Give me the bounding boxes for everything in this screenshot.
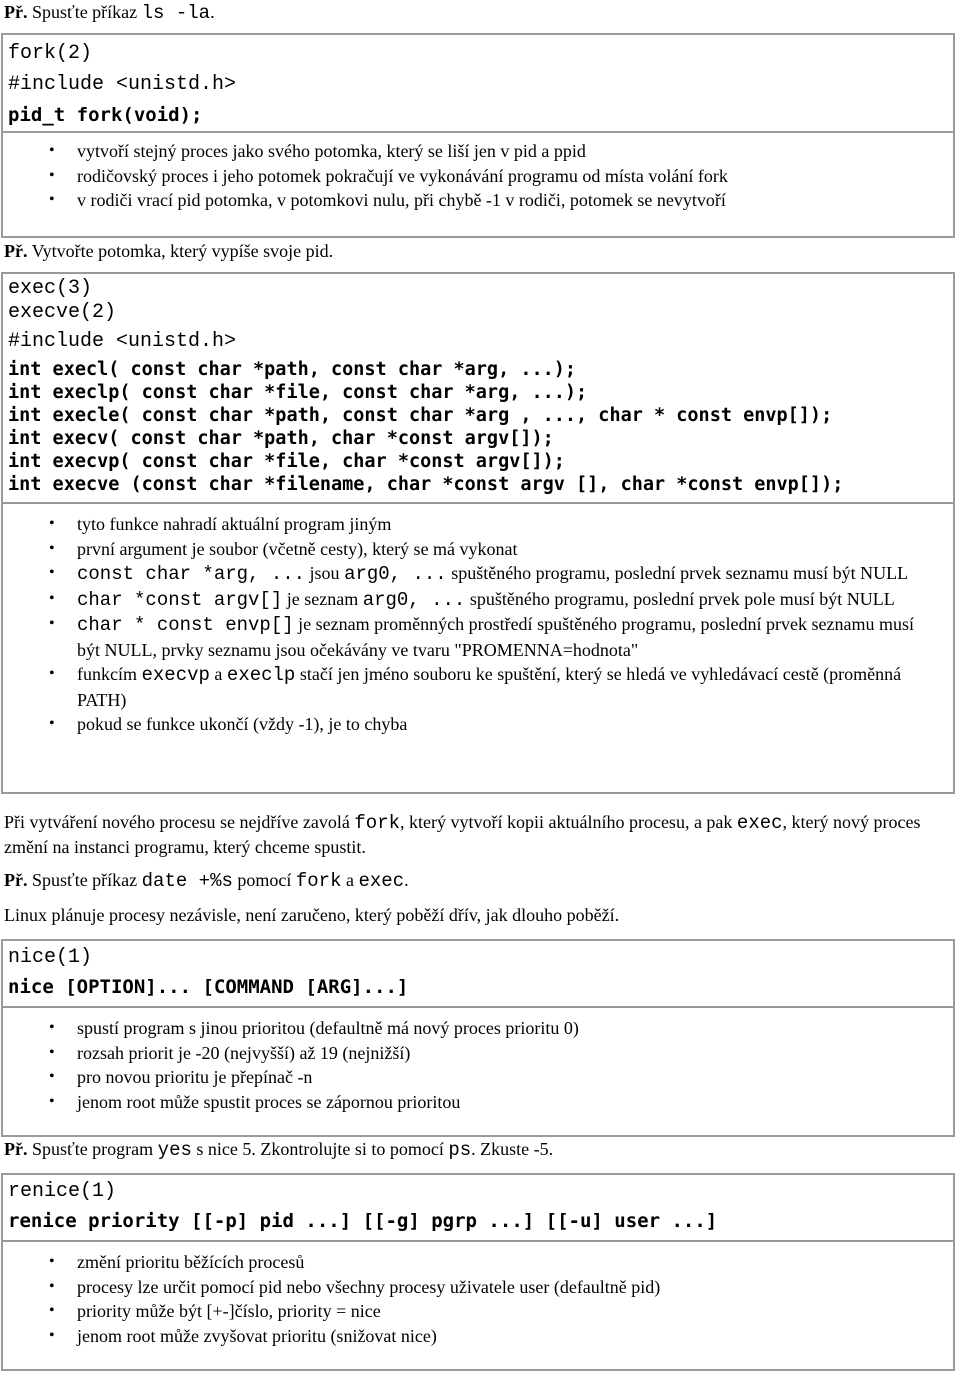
list-item	[3, 139, 953, 164]
inline-code: const char *arg, ...	[77, 563, 306, 585]
text: Spusťte program	[27, 1139, 158, 1159]
nice-signature: nice [OPTION]... [COMMAND [ARG]...]	[8, 976, 409, 998]
list-item	[3, 164, 953, 189]
list-item	[3, 537, 953, 562]
bullet-icon: •	[49, 142, 55, 159]
inline-code: execlp	[226, 664, 296, 686]
text: Vytvořte potomka, který vypíše svoje pid.	[27, 241, 334, 261]
bullet-icon: •	[49, 1253, 55, 1270]
bullet-icon: •	[49, 166, 55, 184]
bullet-icon: •	[49, 1277, 55, 1295]
renice-signature: renice priority [[-p] pid ...] [[-g] pgrp ...] [[-u] user ...]	[8, 1210, 718, 1232]
list-item	[3, 1324, 953, 1349]
renice-bullets	[3, 1242, 953, 1348]
renice-box	[1, 1173, 955, 1371]
list-item	[3, 1065, 953, 1090]
signature-execlp: int execlp( const char *file, const char *arg, ...);	[8, 382, 588, 403]
bullet-icon: •	[49, 715, 55, 732]
nice-box	[1, 939, 955, 1137]
list-item	[3, 1275, 953, 1300]
signature-execvp: int execvp( const char *file, char *const argv[]);	[8, 451, 565, 472]
inline-code: date +%s	[141, 870, 233, 892]
exec-box	[1, 272, 955, 794]
list-item	[3, 1299, 953, 1324]
bullet-icon: •	[49, 1043, 55, 1061]
bullet-icon: •	[49, 1019, 55, 1036]
list-item	[3, 1041, 953, 1066]
inline-code: fork	[354, 812, 400, 834]
inline-code: arg0, ...	[362, 588, 466, 611]
inline-code: char * const envp[]	[77, 614, 294, 636]
text: .	[210, 2, 215, 22]
bullet-icon: •	[49, 1326, 55, 1344]
list-item	[3, 712, 953, 737]
inline-code: char *const argv[]	[77, 588, 283, 611]
item-text: pokud se funkce ukončí (vždy -1), je to chyba	[77, 714, 408, 734]
inline-code: exec	[736, 812, 783, 834]
item-text: je seznam	[282, 588, 363, 609]
item-text: změní prioritu běžících procesů	[77, 1252, 305, 1272]
item-text: jsou	[305, 563, 345, 583]
fork-signature: pid_t fork(void);	[8, 104, 203, 126]
bullet-icon: •	[49, 665, 55, 682]
list-item	[3, 561, 953, 587]
inline-code: exec	[358, 870, 405, 892]
list-item	[3, 1016, 953, 1041]
list-item	[3, 188, 953, 213]
list-item	[3, 612, 953, 662]
inline-code: ls -la	[141, 2, 211, 24]
fork-box	[1, 33, 955, 238]
exec-bullets	[3, 504, 953, 737]
text: pomocí	[232, 870, 296, 890]
item-text: spuštěného programu, poslední prvek pole musí být NULL	[465, 588, 895, 609]
example-ls	[4, 0, 954, 25]
fork-bullets	[3, 133, 953, 213]
item-text: priority může být [+-]číslo, priority = nice	[77, 1301, 381, 1321]
man-ref: renice(1)	[8, 1180, 117, 1203]
text: , který nový proces změní na instanci programu, který chceme spustit.	[4, 812, 921, 857]
include-line: #include <unistd.h>	[8, 73, 237, 96]
bullet-icon: •	[49, 515, 55, 532]
list-item	[3, 512, 953, 537]
signature-execl: int execl( const char *path, const char *arg, ...);	[8, 359, 577, 380]
bullet-icon: •	[49, 1092, 55, 1110]
text: Při vytváření nového procesu se nejdříve zavolá	[4, 812, 355, 832]
item-text: stačí jen jméno souboru ke spuštění, který se hledá ve vyhledávací cestě (proměnná PATH)	[77, 664, 902, 710]
list-item	[3, 587, 953, 613]
text: Linux plánuje procesy nezávisle, není zaručeno, který poběží dřív, jak dlouho poběží.	[4, 905, 620, 925]
inline-code: execvp	[141, 664, 210, 686]
item-text: procesy lze určit pomocí pid nebo všechny procesy uživatele user (defaultně pid)	[77, 1276, 661, 1297]
bullet-icon: •	[49, 1302, 55, 1319]
signature-execle: int execle( const char *path, const char *arg , ..., char * const envp[]);	[8, 405, 833, 426]
example-prefix: Př.	[4, 2, 28, 22]
item-text: tyto funkce nahradí aktuální program jiným	[77, 514, 392, 534]
item-text: spuštěného programu, poslední prvek seznamu musí být NULL	[446, 563, 909, 583]
list-item	[3, 662, 953, 712]
man-ref: fork(2)	[8, 42, 93, 65]
item-text: je seznam proměnných prostředí spuštěného programu, poslední prvek seznamu musí být NULL, prvky seznamu jsou očekávány ve tvaru "PROMENNA=hodnota"	[77, 614, 914, 660]
list-item	[3, 1090, 953, 1115]
bullet-icon: •	[49, 564, 55, 581]
signature-execve: int execve (const char *filename, char *const argv [], char *const envp[]);	[8, 474, 844, 495]
text: Spusťte příkaz	[27, 2, 142, 22]
text: a	[341, 870, 359, 890]
item-text: rozsah priorit je -20 (nejvyšší) až 19 (nejnižší)	[77, 1042, 411, 1063]
text: . Zkuste -5.	[471, 1139, 554, 1159]
fork-header	[3, 35, 953, 131]
scheduling-note	[4, 903, 954, 927]
item-text: pro novou prioritu je přepínač -n	[77, 1067, 313, 1087]
include-line: #include <unistd.h>	[8, 330, 237, 353]
inline-code: arg0, ...	[344, 563, 447, 585]
nice-header	[3, 941, 953, 1006]
example-child	[4, 239, 954, 263]
item-text: jenom root může spustit proces se zápornou prioritou	[77, 1091, 461, 1112]
bullet-icon: •	[49, 539, 55, 557]
item-text: jenom root může zvyšovat prioritu (snižovat nice)	[77, 1325, 437, 1346]
man-ref: execve(2)	[8, 301, 117, 324]
renice-header	[3, 1175, 953, 1240]
text: Spusťte příkaz	[27, 870, 142, 890]
bullet-icon: •	[49, 191, 55, 208]
item-text: spustí program s jinou prioritou (defaultně má nový proces prioritu 0)	[77, 1018, 579, 1038]
text: .	[404, 870, 409, 890]
bullet-icon: •	[49, 589, 55, 607]
item-text: rodičovský proces i jeho potomek pokračují ve vykonávání programu od místa volání fork	[77, 165, 728, 186]
exec-header	[3, 274, 953, 502]
inline-code: yes	[157, 1139, 192, 1161]
man-ref: exec(3)	[8, 277, 93, 300]
item-text: funkcím	[77, 664, 142, 684]
fork-exec-paragraph	[4, 810, 954, 859]
text: , který vytvoří kopii aktuálního procesu, a pak	[400, 812, 737, 832]
item-text: první argument je soubor (včetně cesty), který se má vykonat	[77, 538, 518, 559]
inline-code: fork	[295, 870, 342, 892]
example-prefix: Př.	[4, 241, 28, 261]
bullet-icon: •	[49, 1068, 55, 1085]
example-prefix: Př.	[4, 1139, 28, 1159]
example-date	[4, 868, 954, 893]
example-prefix: Př.	[4, 870, 28, 890]
example-yes	[4, 1137, 954, 1162]
item-text: a	[209, 664, 227, 684]
inline-code: ps	[448, 1139, 472, 1161]
nice-bullets	[3, 1008, 953, 1114]
man-ref: nice(1)	[8, 946, 93, 969]
item-text: v rodiči vrací pid potomka, v potomkovi nulu, při chybě -1 v rodiči, potomek se nevytvoří	[77, 190, 726, 210]
item-text: vytvoří stejný proces jako svého potomka, který se liší jen v pid a ppid	[77, 141, 586, 161]
bullet-icon: •	[49, 615, 55, 632]
list-item	[3, 1250, 953, 1275]
signature-execv: int execv( const char *path, char *const argv[]);	[8, 428, 554, 449]
text: s nice 5. Zkontrolujte si to pomocí	[191, 1139, 449, 1159]
